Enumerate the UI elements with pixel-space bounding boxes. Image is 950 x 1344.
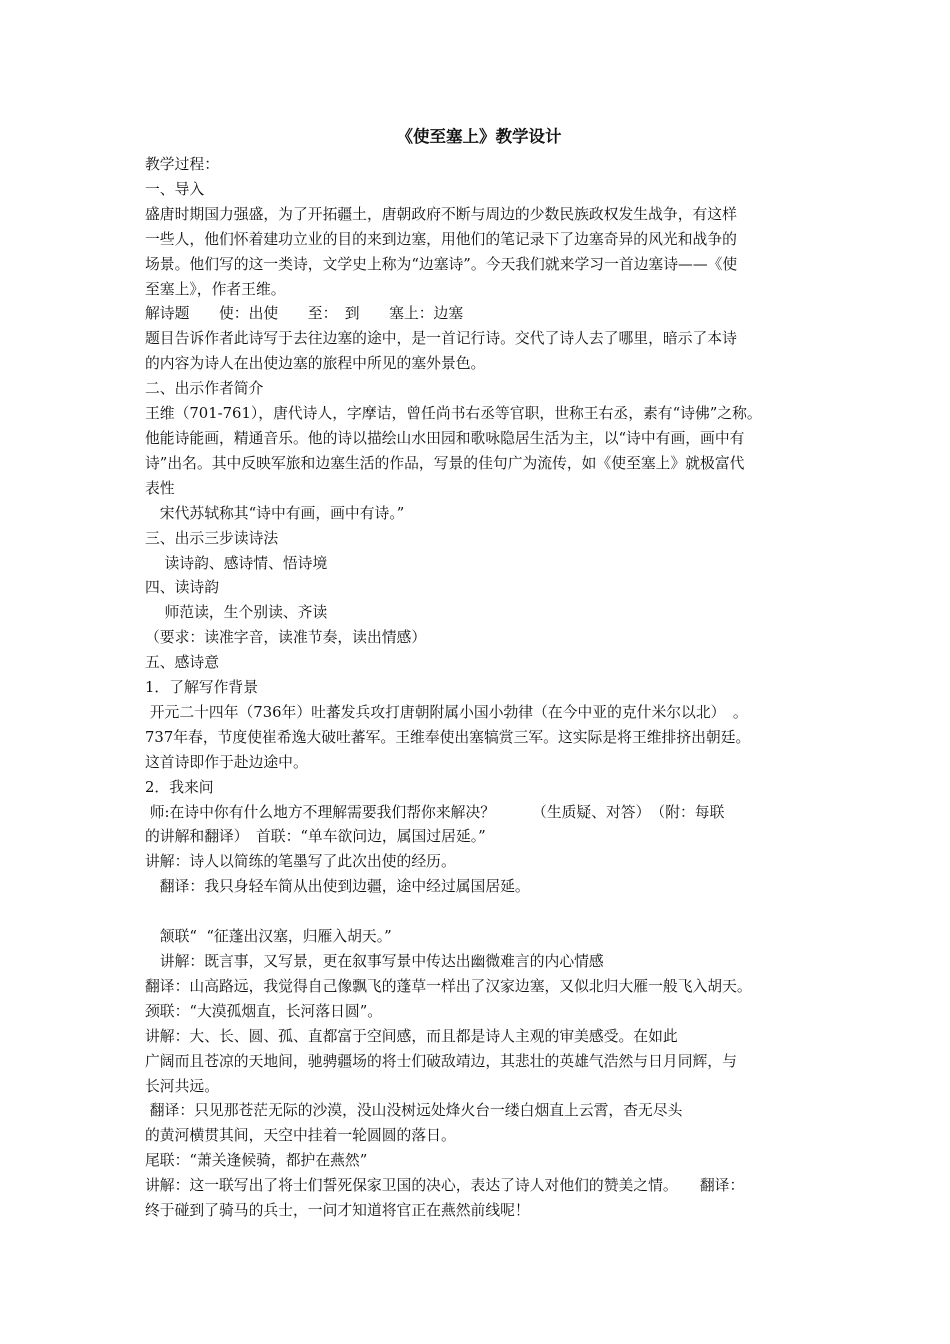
document-title: 《使至塞上》教学设计 (396, 127, 562, 146)
text-line: 这首诗即作于赴边途中。 (145, 753, 308, 771)
text-line: （要求：读准字音，读准节奏，读出情感） (145, 629, 427, 647)
text-line: 的讲解和翻译） 首联：“单车欲问边，属国过居延。” (145, 828, 486, 846)
text-line: 表性 (145, 479, 175, 497)
text-line: 终于碰到了骑马的兵士，一问才知道将官正在燕然前线呢！ (145, 1202, 530, 1220)
text-line: 广阔而且苍凉的天地间，驰骋疆场的将士们破敌靖边，其悲壮的英雄气浩然与日月同辉，与 (145, 1052, 737, 1070)
text-line: 翻译：我只身轻车简从出使到边疆，途中经过属国居延。 (145, 878, 530, 896)
text-line: 解诗题 使：出使 至： 到 塞上：边塞 (145, 305, 464, 323)
text-line: 讲解：诗人以简练的笔墨写了此次出使的经历。 (145, 853, 456, 871)
text-line: 师范读，生个别读、齐读 (145, 604, 328, 622)
text-line: 宋代苏轼称其“诗中有画，画中有诗。” (145, 504, 405, 522)
text-line: 开元二十四年（736年）吐蕃发兵攻打唐朝附属小国小勃律（在今中亚的克什米尔以北） 。 (145, 703, 748, 721)
text-line: 至塞上》，作者王维。 (145, 280, 286, 298)
blank-line (145, 900, 813, 925)
text-line: 1．了解写作背景 (145, 679, 258, 697)
text-line: 翻译：只见那苍茫无际的沙漠，没山没树远处烽火台一缕白烟直上云霄，杳无尽头 (145, 1102, 683, 1120)
text-line: 一些人，他们怀着建功立业的目的来到边塞，用他们的笔记录下了边塞奇异的风光和战争的 (145, 230, 737, 248)
text-line: 颔联“ “征蓬出汉塞，归雁入胡天。” (145, 928, 392, 946)
text-line: 讲解：既言事，又写景，更在叙事写景中传达出幽微难言的内心情感 (145, 952, 604, 970)
text-line: 讲解：这一联写出了将士们誓死保家卫国的决心，表达了诗人对他们的赞美之情。 翻译： (145, 1177, 745, 1195)
text-line: 长河共远。 (145, 1077, 219, 1095)
text-line: 四、读诗韵 (145, 579, 219, 597)
text-line: 盛唐时期国力强盛，为了开拓疆土，唐朝政府不断与周边的少数民族政权发生战争，有这样 (145, 205, 737, 223)
text-line: 一、导入 (145, 180, 205, 198)
text-line: 二、出示作者简介 (145, 380, 264, 398)
text-line: 颈联：“大漠孤烟直，长河落日圆”。 (145, 1002, 383, 1020)
text-line: 737年春，节度使崔希逸大破吐蕃军。王维奉使出塞犒赏三军。这实际是将王维排挤出朝廷。 (145, 728, 751, 746)
text-line: 题目告诉作者此诗写于去往边塞的途中，是一首记行诗。交代了诗人去了哪里，暗示了本诗 (145, 330, 737, 348)
text-line: 师:在诗中你有什么地方不理解需要我们帮你来解决？ （生质疑、对答） （附：每联 (145, 803, 725, 821)
text-line: 2．我来问 (145, 778, 214, 796)
text-line: 尾联：“萧关逢候骑，都护在燕然” (145, 1152, 368, 1170)
text-line: 王维（701-761），唐代诗人，字摩诘，曾任尚书右丞等官职，世称王右丞，素有“诗佛”之称。 (145, 405, 762, 423)
text-line: 五、感诗意 (145, 654, 219, 672)
text-line: 讲解：大、长、圆、孤、直都富于空间感，而且都是诗人主观的审美感受。在如此 (145, 1027, 678, 1045)
text-line: 翻译：山高路远，我觉得自己像飘飞的蓬草一样出了汉家边塞，又似北归大雁一般飞入胡天。 (145, 977, 752, 995)
text-line: 教学过程： (145, 156, 219, 173)
text-line: 他能诗能画，精通音乐。他的诗以描绘山水田园和歌咏隐居生活为主，以“诗中有画，画中有 (145, 429, 745, 447)
text-line: 的内容为诗人在出使边塞的旅程中所见的塞外景色。 (145, 355, 486, 373)
text-line: 场景。他们写的这一类诗，文学史上称为“边塞诗”。今天我们就来学习一首边塞诗——《使 (145, 255, 738, 273)
text-line: 读诗韵、感诗情、悟诗境 (145, 554, 328, 572)
document-page (145, 124, 813, 1224)
document-body (145, 153, 813, 1224)
text-line: 三、出示三步读诗法 (145, 529, 279, 547)
text-line: 的黄河横贯其间，天空中挂着一轮圆圆的落日。 (145, 1127, 456, 1145)
text-line: 诗”出名。其中反映军旅和边塞生活的作品，写景的佳句广为流传，如《使至塞上》就极富代 (145, 454, 745, 472)
